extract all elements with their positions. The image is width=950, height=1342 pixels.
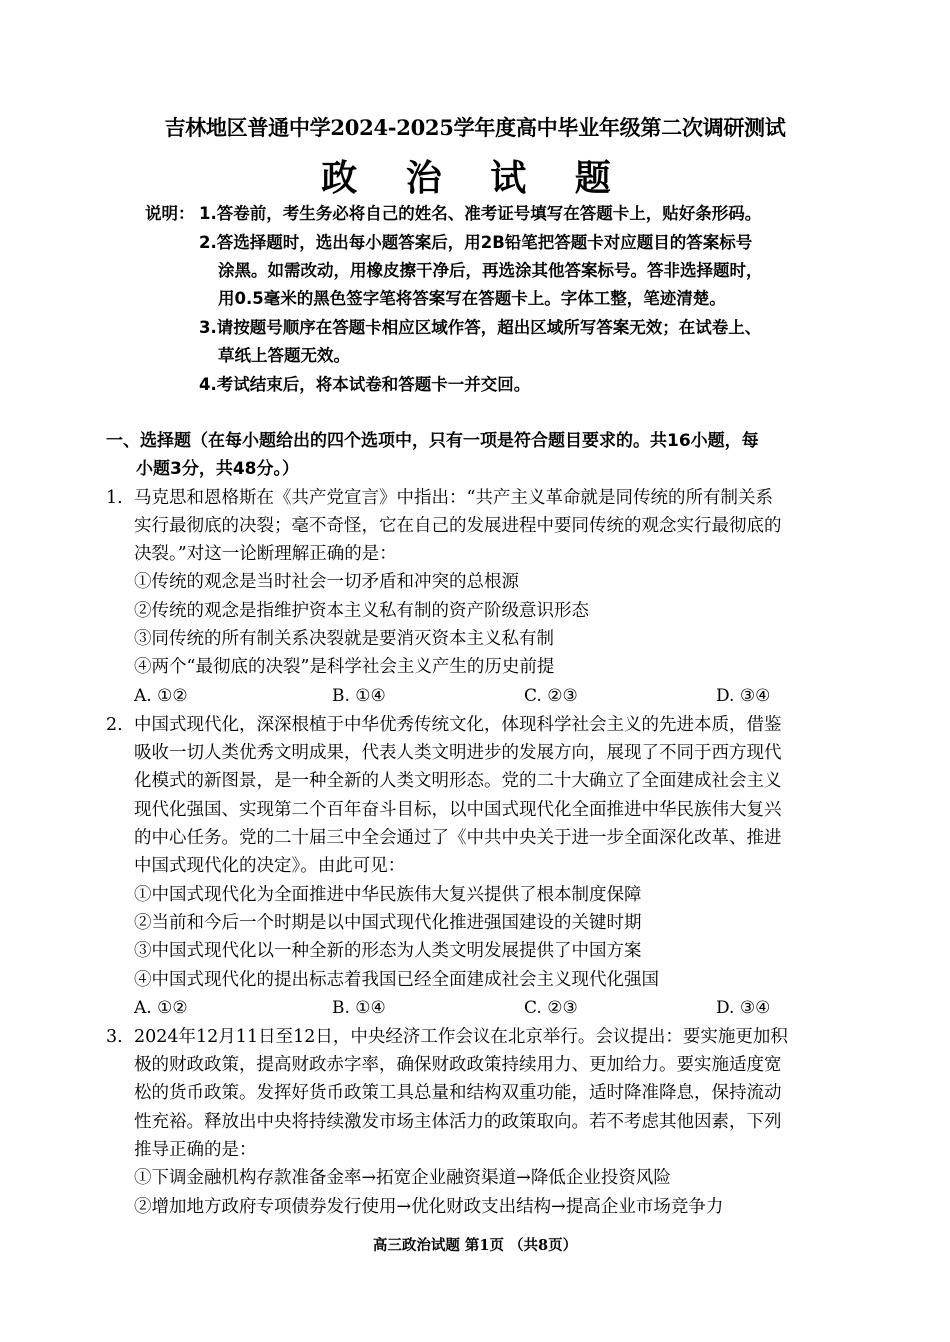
instruction-line: 涂黑。如需改动，用橡皮擦干净后，再选涂其他答案标号。答非选择题时， — [218, 261, 763, 280]
section-line: 小题3分，共48分。） — [136, 459, 299, 479]
question-option: ③同传统的所有制关系决裂就是要消灭资本主义私有制 — [134, 629, 554, 649]
question-option: ③中国式现代化以一种全新的形态为人类文明发展提供了中国方案 — [134, 941, 642, 961]
choice-c: C. ②③ — [524, 998, 578, 1018]
question-stem-line: 松的货币政策。发挥好货币政策工具总量和结构双重功能，适时降准降息，保持流动 — [134, 1083, 782, 1103]
choice-d: D. ③④ — [716, 998, 771, 1018]
instruction-line: 用0.5毫米的黑色签字笔将答案写在答题卡上。字体工整，笔迹清楚。 — [218, 289, 726, 308]
instruction-line: 1.答卷前，考生务必将自己的姓名、准考证号填写在答题卡上，贴好条形码。 — [199, 204, 762, 223]
section-line: 一、选择题（在每小题给出的四个选项中，只有一项是符合题目要求的。共16小题，每 — [106, 431, 759, 451]
question-option: ④两个“最彻底的决裂”是科学社会主义产生的历史前提 — [134, 657, 555, 677]
instruction-line: 3.请按题号顺序在答题卡相应区域作答，超出区域所写答案无效；在试卷上、 — [199, 318, 762, 337]
question-stem-line: 化模式的新图景，是一种全新的人类文明形态。党的二十大确立了全面建成社会主义 — [134, 771, 782, 791]
question-stem-line: 决裂。”对这一论断理解正确的是： — [134, 544, 397, 564]
exam-title: 吉林地区普通中学2024-2025学年度高中毕业年级第二次调研测试 — [164, 115, 786, 140]
question-stem-line: 中国式现代化，深深根植于中华优秀传统文化，体现科学社会主义的先进本质，借鉴 — [134, 715, 782, 735]
question-stem-line: 实行最彻底的决裂；毫不奇怪，它在自己的发展进程中要同传统的观念实行最彻底的 — [134, 516, 782, 536]
instructions-label: 说明： — [145, 204, 195, 223]
choice-b: B. ①④ — [332, 686, 386, 706]
question-option: ①下调金融机构存款准备金率→拓宽企业融资渠道→降低企业投资风险 — [134, 1168, 671, 1188]
question-option: ②当前和今后一个时期是以中国式现代化推进强国建设的关键时期 — [134, 913, 642, 933]
question-stem-line: 性充裕。释放出中央将持续激发市场主体活力的政策取向。若不考虑其他因素，下列 — [134, 1112, 782, 1132]
question-stem-line: 中国式现代化的决定》。由此可见： — [134, 856, 406, 876]
instruction-line: 2.答选择题时，选出每小题答案后，用2B铅笔把答题卡对应题目的答案标号 — [199, 233, 753, 252]
choice-a: A. ①② — [134, 998, 188, 1018]
subject-title: 政 治 试 题 — [321, 157, 629, 199]
instruction-line: 草纸上答题无效。 — [218, 346, 350, 365]
question-stem-line: 2024年12月11日至12日，中央经济工作会议在北京举行。会议提出：要实施更加积 — [134, 1027, 788, 1047]
question-option: ②传统的观念是指维护资本主义私有制的资产阶级意识形态 — [134, 601, 589, 621]
question-option: ①中国式现代化为全面推进中华民族伟大复兴提供了根本制度保障 — [134, 885, 642, 905]
page-footer: 高三政治试题 第1页 （共8页） — [372, 1237, 578, 1254]
question-stem-line: 马克思和恩格斯在《共产党宣言》中指出：“共产主义革命就是同传统的所有制关系 — [134, 488, 773, 508]
choice-d: D. ③④ — [716, 686, 771, 706]
question-stem-line: 推导正确的是： — [134, 1140, 257, 1160]
question-option: ①传统的观念是当时社会一切矛盾和冲突的总根源 — [134, 572, 519, 592]
question-number: 3. — [106, 1027, 123, 1047]
choice-b: B. ①④ — [332, 998, 386, 1018]
question-stem-line: 的中心任务。党的二十届三中全会通过了《中共中央关于进一步全面深化改革、推进 — [134, 828, 782, 848]
choice-c: C. ②③ — [524, 686, 578, 706]
question-stem-line: 吸收一切人类优秀文明成果，代表人类文明进步的发展方向，展现了不同于西方现代 — [134, 743, 782, 763]
question-stem-line: 极的财政政策，提高财政赤字率，确保财政政策持续用力、更加给力。要实施适度宽 — [134, 1055, 782, 1075]
choice-a: A. ①② — [134, 686, 188, 706]
instruction-line: 4.考试结束后，将本试卷和答题卡一并交回。 — [199, 375, 531, 394]
question-option: ②增加地方政府专项债券发行使用→优化财政支出结构→提高企业市场竞争力 — [134, 1197, 724, 1217]
question-number: 2. — [106, 715, 123, 735]
question-number: 1. — [106, 488, 123, 508]
question-stem-line: 现代化强国、实现第二个百年奋斗目标，以中国式现代化全面推进中华民族伟大复兴 — [134, 800, 782, 820]
question-option: ④中国式现代化的提出标志着我国已经全面建成社会主义现代化强国 — [134, 970, 659, 990]
